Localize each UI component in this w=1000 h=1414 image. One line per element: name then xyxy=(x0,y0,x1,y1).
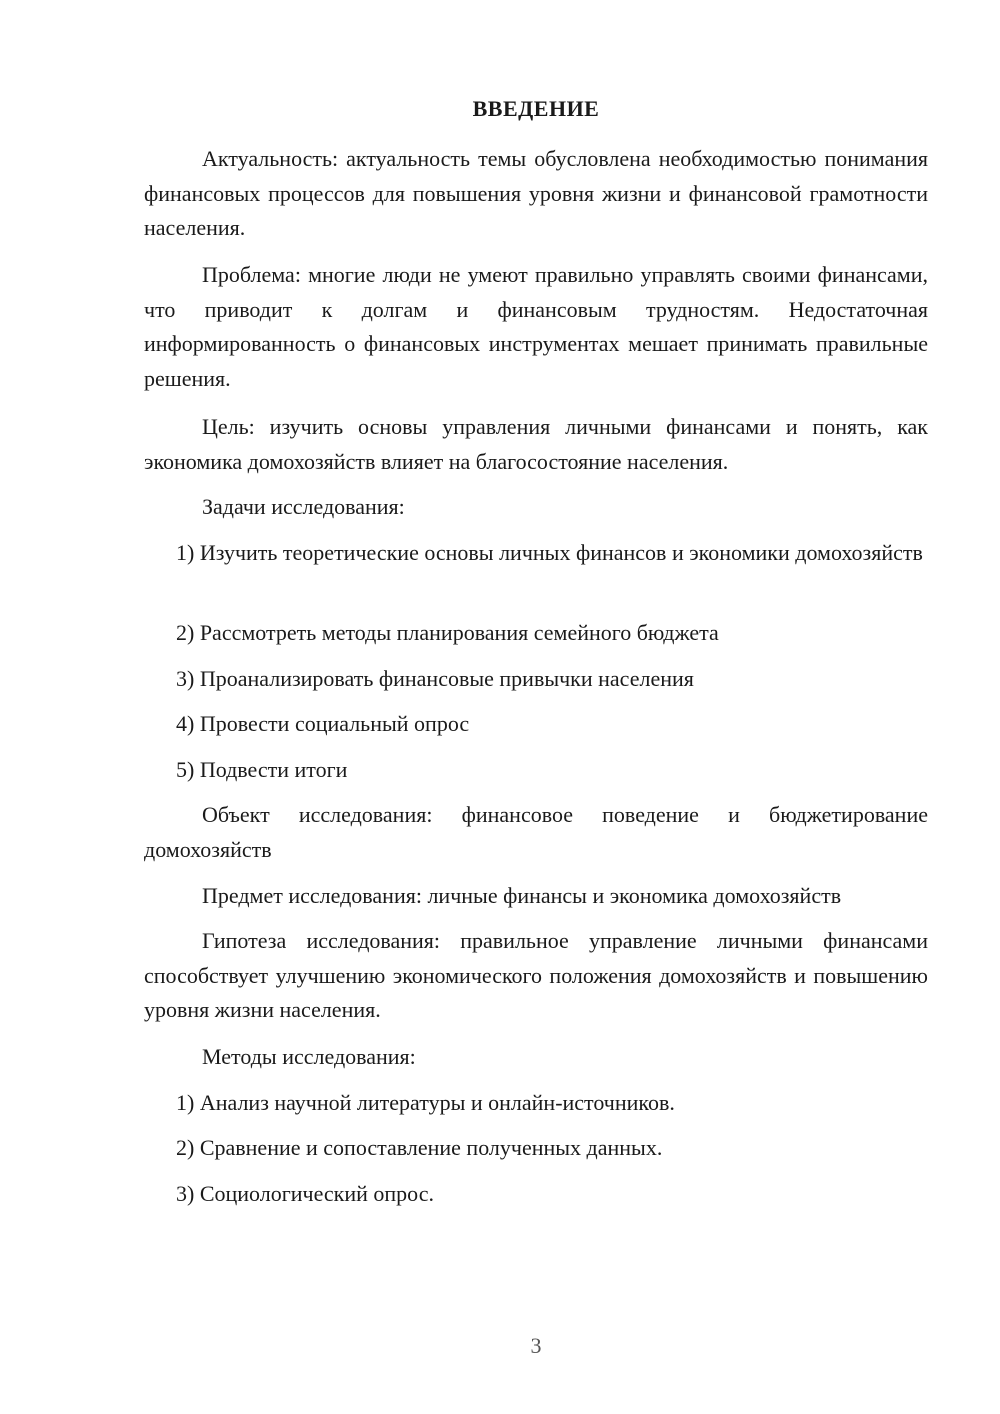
methods-heading: Методы исследования: xyxy=(202,1044,416,1069)
page-number: 3 xyxy=(530,1333,542,1358)
method-item-3: 3) Социологический опрос. xyxy=(176,1181,434,1206)
subject-paragraph: Предмет исследования: личные финансы и экономика домохозяйств xyxy=(202,883,842,908)
task-item-4: 4) Провести социальный опрос xyxy=(176,711,470,736)
task-item-2: 2) Рассмотреть методы планирования семейного бюджета xyxy=(176,620,719,645)
object-paragraph: Объект исследования: финансовое поведение и бюджетирование домохозяйств xyxy=(144,802,928,862)
problem-paragraph: Проблема: многие люди не умеют правильно управлять своими финансами, что приводит к долгам и финансовым трудностям. Недостаточная информированность о финансовых инструментах мешает принимать правильные решения. xyxy=(144,262,928,391)
goal-paragraph: Цель: изучить основы управления личными финансами и понять, как экономика домохозяйств влияет на благосостояние населения. xyxy=(144,414,928,474)
relevance-paragraph: Актуальность: актуальность темы обусловлена необходимостью понимания финансовых процессов для повышения уровня жизни и финансовой грамотности населения. xyxy=(144,146,928,240)
task-item-3: 3) Проанализировать финансовые привычки населения xyxy=(176,666,694,691)
tasks-heading: Задачи исследования: xyxy=(202,494,405,519)
method-item-1: 1) Анализ научной литературы и онлайн-источников. xyxy=(176,1090,675,1115)
task-item-1: 1) Изучить теоретические основы личных финансов и экономики домохозяйств xyxy=(176,540,923,565)
method-item-2: 2) Сравнение и сопоставление полученных данных. xyxy=(176,1135,663,1160)
page-title: ВВЕДЕНИЕ xyxy=(472,96,600,121)
task-item-5: 5) Подвести итоги xyxy=(176,757,348,782)
hypothesis-paragraph: Гипотеза исследования: правильное управление личными финансами способствует улучшению экономического положения домохозяйств и повышению уровня жизни населения. xyxy=(144,928,928,1022)
